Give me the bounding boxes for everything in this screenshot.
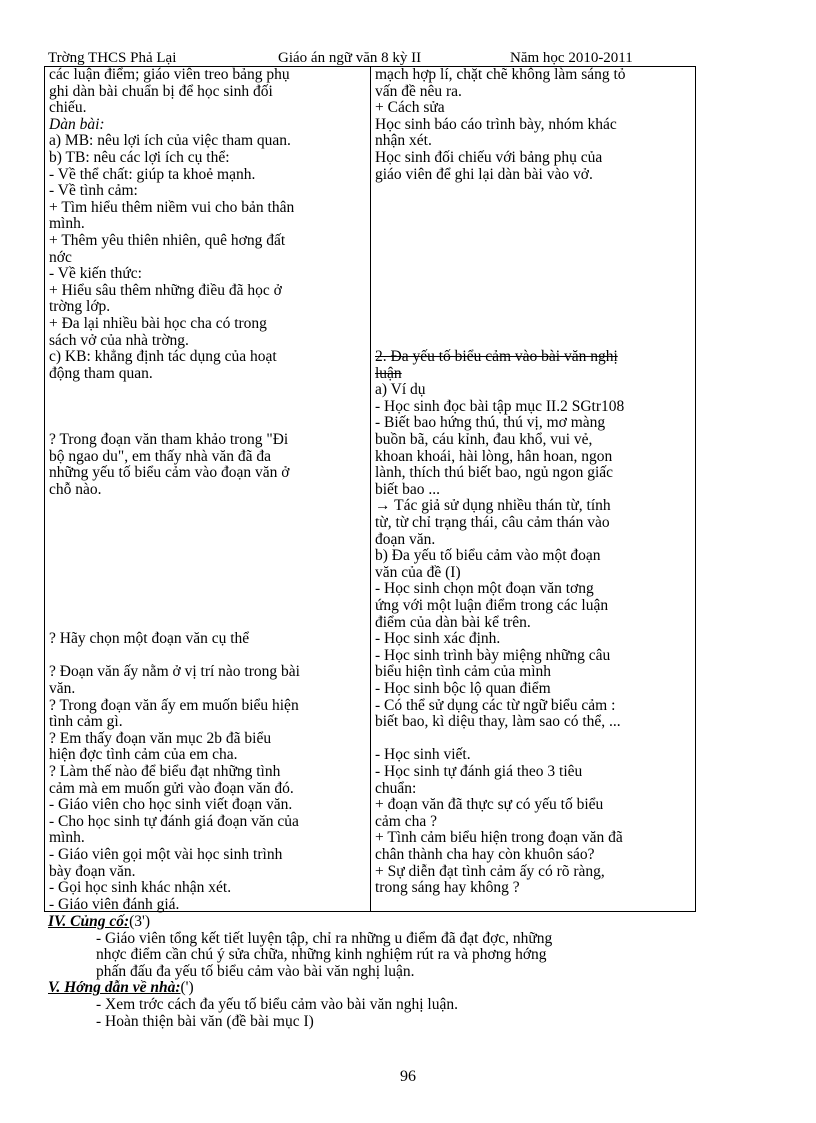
left-line [49, 548, 367, 565]
left-line: chỗ nào. [49, 480, 102, 498]
section-4-line-3: phấn đấu đa yếu tố biểu cảm vào bài văn nghị luận. [96, 962, 415, 980]
right-line [375, 233, 693, 250]
left-line: động tham quan. [49, 364, 153, 382]
left-line [49, 648, 367, 665]
left-line: ? Trong đoạn văn tham khảo trong "Đi [49, 431, 289, 449]
page-number: 96 [400, 1068, 416, 1085]
left-line: a) MB: nêu lợi ích của việc tham quan. [49, 132, 291, 150]
left-line: mình. [49, 215, 85, 233]
left-line [49, 399, 367, 416]
right-line: + Tình cảm biểu hiện trong đoạn văn đã [375, 829, 623, 847]
right-line: văn của đề (I) [375, 563, 461, 581]
left-line: c) KB: khẳng định tác dụng của hoạt [49, 348, 277, 366]
right-line: chân thành cha hay còn khuôn sáo? [375, 845, 595, 863]
right-line: - Học sinh bộc lộ quan điểm [375, 679, 551, 697]
section-4-line-1: - Giáo viên tổng kết tiết luyện tập, chỉ ra những u điểm đã đạt đợc, những [96, 929, 553, 947]
left-line: văn. [49, 679, 76, 697]
left-line [49, 615, 367, 632]
left-line: - Giáo viên đánh giá. [49, 895, 180, 913]
teacher-activity-column [49, 67, 367, 913]
right-line: - Có thể sử dụng các từ ngữ biểu cảm : [375, 696, 616, 714]
right-line [375, 316, 693, 333]
header-subject: Giáo án ngữ văn 8 kỳ II [278, 50, 422, 66]
lesson-table [44, 66, 696, 912]
right-line: luận [375, 364, 402, 382]
section-5-time: (') [180, 979, 194, 997]
left-line: bộ ngao du", em thấy nhà văn đã đa [49, 447, 271, 465]
left-line: b) TB: nêu các lợi ích cụ thể: [49, 148, 230, 166]
right-line: ứng với một luận điểm trong các luận [375, 597, 609, 614]
left-line: + Hiểu sâu thêm những điều đã học ở [49, 281, 282, 299]
left-line: - Giáo viên cho học sinh viết đoạn văn. [49, 796, 293, 814]
left-line [49, 581, 367, 598]
left-line: các luận điểm; giáo viên treo bảng phụ [49, 66, 290, 83]
right-line: khoan khoái, hài lòng, hân hoan, ngon [375, 447, 613, 465]
right-line: biết bao, kì diệu thay, làm sao có thể, ... [375, 713, 621, 731]
right-line [375, 333, 693, 350]
right-line [375, 216, 693, 233]
left-line: bày đoạn văn. [49, 862, 136, 880]
left-line: nớc [49, 248, 72, 266]
left-line [49, 565, 367, 582]
right-line: + Cách sửa [375, 99, 445, 117]
left-line: mình. [49, 829, 85, 847]
left-line: hiện đợc tình cảm của em cha. [49, 746, 238, 764]
right-line: từ, từ chỉ trạng thái, câu cảm thán vào [375, 514, 610, 532]
right-line: 2. Đa yếu tố biểu cảm vào bài văn nghị [375, 348, 618, 366]
left-line: sách vở của nhà trờng. [49, 331, 189, 349]
right-line: biểu hiện tình cảm của mình [375, 663, 552, 681]
left-line [49, 598, 367, 615]
section-5-title: V. Hớng dẫn về nhà: [48, 979, 181, 997]
section-4-time: (3') [129, 913, 150, 930]
left-line: chiếu. [49, 99, 87, 117]
left-line: - Gọi học sinh khác nhận xét. [49, 879, 232, 897]
section-4-title: IV. Củng cố: [48, 913, 130, 930]
right-line [375, 731, 693, 748]
right-line: buồn bã, cáu kỉnh, đau khổ, vui vẻ, [375, 431, 593, 449]
header-school: Trờng THCS Phả Lại [48, 50, 177, 66]
column-divider [370, 67, 371, 911]
section-5-line-1: - Xem trớc cách đa yếu tố biểu cảm vào bài văn nghị luận. [96, 995, 458, 1013]
left-line [49, 415, 367, 432]
left-line: - Về kiến thức: [49, 265, 142, 283]
left-line: + Đa lại nhiều bài học cha có trong [49, 314, 267, 332]
left-line: ? Em thấy đoạn văn mục 2b đã biểu [49, 729, 272, 747]
right-line: cảm cha ? [375, 812, 437, 830]
right-line: - Học sinh trình bày miệng những câu [375, 646, 611, 664]
right-line: mạch hợp lí, chặt chẽ không làm sáng tỏ [375, 66, 626, 83]
right-line: Học sinh đối chiếu với bảng phụ của [375, 148, 603, 166]
header-year: Năm học 2010-2011 [510, 50, 633, 66]
left-line: những yếu tố biểu cảm vào đoạn văn ở [49, 464, 290, 482]
right-line [375, 250, 693, 267]
left-line: trờng lớp. [49, 298, 111, 316]
right-line: biết bao ... [375, 480, 440, 498]
right-line: + Sự diễn đạt tình cảm ấy có rõ ràng, [375, 862, 605, 880]
right-line [375, 266, 693, 283]
right-line: giáo viên để ghi lại dàn bài vào vở. [375, 165, 593, 183]
right-line: - Học sinh đọc bài tập mục II.2 SGtr108 [375, 397, 625, 415]
right-line: + đoạn văn đã thực sự có yếu tố biểu [375, 796, 604, 814]
right-line: chuẩn: [375, 779, 417, 797]
left-line: ? Trong đoạn văn ấy em muốn biểu hiện [49, 696, 299, 714]
right-line: - Biết bao hứng thú, thú vị, mơ màng [375, 414, 606, 432]
right-line [375, 283, 693, 300]
section-4-heading [48, 914, 698, 931]
right-line: vấn đề nêu ra. [375, 82, 462, 100]
page-header [48, 50, 668, 67]
left-line: tình cảm gì. [49, 713, 123, 731]
left-line: - Giáo viên gọi một vài học sinh trình [49, 845, 283, 863]
section-5-heading [48, 980, 698, 997]
left-line: ? Làm thế nào để biểu đạt những tình [49, 762, 281, 780]
right-line: lành, thích thú biết bao, ngủ ngon giấc [375, 464, 614, 482]
section-4-line-2: nhợc điểm cần chú ý sửa chữa, những kinh nghiệm rút ra và phơng hớng [96, 946, 547, 964]
right-line: Học sinh báo cáo trình bày, nhóm khác [375, 115, 617, 133]
left-line: - Về tình cảm: [49, 182, 138, 200]
right-line: - Học sinh xác định. [375, 630, 501, 648]
right-line [375, 299, 693, 316]
left-line: cảm mà em muốn gửi vào đoạn văn đó. [49, 779, 294, 797]
right-line [375, 200, 693, 217]
right-line: - Học sinh tự đánh giá theo 3 tiêu [375, 762, 583, 780]
left-line [49, 515, 367, 532]
right-line: → Tác giả sử dụng nhiều thán từ, tính [375, 497, 611, 515]
right-line: a) Ví dụ [375, 381, 426, 399]
right-line: b) Đa yếu tố biểu cảm vào một đoạn [375, 547, 601, 565]
left-line [49, 498, 367, 515]
right-line: điểm của dàn bài kể trên. [375, 613, 531, 631]
left-line: ? Hãy chọn một đoạn văn cụ thể [49, 630, 250, 648]
right-line: đoạn văn. [375, 530, 436, 548]
left-line: - Cho học sinh tự đánh giá đoạn văn của [49, 812, 299, 830]
left-line: ghi dàn bài chuẩn bị để học sinh đối [49, 82, 273, 100]
student-activity-column [375, 67, 693, 897]
left-line: - Về thể chất: giúp ta khoẻ mạnh. [49, 165, 256, 183]
right-line: nhận xét. [375, 132, 432, 150]
right-line [375, 183, 693, 200]
right-line: trong sáng hay không ? [375, 879, 520, 897]
left-line: + Tìm hiểu thêm niềm vui cho bản thân [49, 198, 295, 216]
section-5-line-2: - Hoàn thiện bài văn (đề bài mục I) [96, 1012, 314, 1030]
left-line [49, 532, 367, 549]
left-line: Dàn bài: [49, 115, 105, 133]
left-line: ? Đoạn văn ấy nằm ở vị trí nào trong bài [49, 663, 300, 681]
left-line [49, 382, 367, 399]
left-line: + Thêm yêu thiên nhiên, quê hơng đất [49, 231, 286, 249]
right-line: - Học sinh viết. [375, 746, 471, 764]
lesson-footer-sections [48, 914, 698, 1030]
right-line: - Học sinh chọn một đoạn văn tơng [375, 580, 594, 598]
